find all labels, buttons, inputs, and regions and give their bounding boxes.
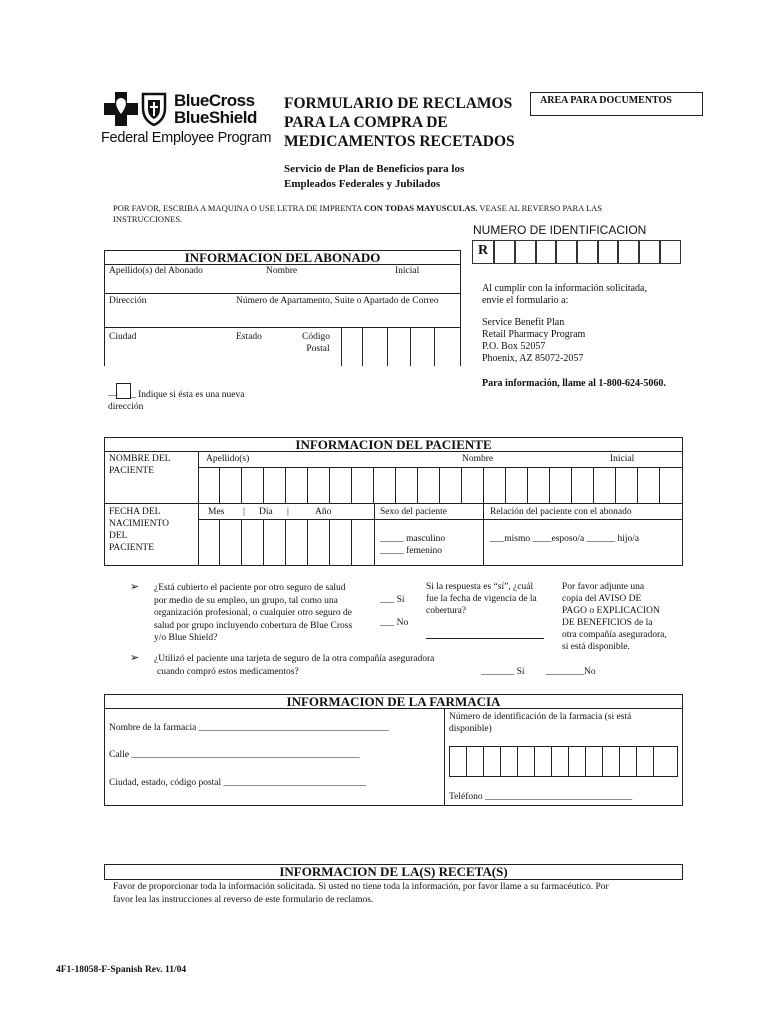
char-divider — [500, 747, 501, 776]
char-divider — [653, 747, 654, 776]
relation-label: Relación del paciente con el abonado — [490, 507, 632, 517]
document-area-label: AREA PARA DOCUMENTOS — [540, 95, 672, 106]
question-line: organización profesional, o cualquier otro seguro de — [154, 608, 352, 618]
sex-male-option[interactable]: _____ masculino — [380, 534, 446, 544]
question-line: y/o Blue Shield? — [154, 633, 218, 643]
pharmacy-name-field[interactable]: Nombre de la farmacia ________________________________________ — [109, 723, 389, 733]
patient-last-name-label: Apellido(s) — [206, 454, 250, 464]
id-digit-input[interactable] — [577, 240, 598, 264]
question-other-coverage — [154, 582, 352, 645]
dob-label-line: PACIENTE — [109, 543, 155, 553]
char-divider — [219, 519, 220, 566]
new-address-label: _ Indique si ésta es una nueva — [131, 390, 245, 400]
prescriptions-note — [113, 881, 609, 907]
pharmacy-street-field[interactable]: Calle ________________________________________________ — [109, 750, 360, 760]
char-divider — [285, 467, 286, 503]
question-line: ¿Utilizó el paciente una tarjeta de seguro de la otra compañía aseguradora — [154, 654, 435, 664]
subtitle — [284, 162, 464, 192]
char-divider — [263, 467, 264, 503]
zip-label-line: Código — [302, 332, 330, 342]
patient-name-label-line: PACIENTE — [109, 466, 155, 476]
brand-line3: Federal Employee Program — [101, 130, 272, 146]
char-divider — [593, 467, 594, 503]
char-divider — [307, 519, 308, 566]
zip-input[interactable] — [341, 327, 461, 366]
cross-icon — [104, 92, 138, 126]
subtitle-line: Empleados Federales y Jubilados — [284, 178, 441, 190]
char-divider — [527, 467, 528, 503]
subscriber-state-label[interactable]: Estado — [236, 332, 262, 342]
mail-to-intro: Al cumplir con la información solicitada, — [482, 283, 647, 294]
mail-to — [482, 283, 647, 365]
zip-divider — [341, 327, 342, 366]
zip-divider — [387, 327, 388, 366]
id-digit-input[interactable] — [556, 240, 577, 264]
question-line: salud por grupo incluyendo cobertura de Blue Cross — [154, 620, 353, 631]
id-prefix: R — [478, 243, 489, 258]
shield-icon — [141, 92, 167, 126]
id-digit-input[interactable] — [639, 240, 660, 264]
question-line: ¿Está cubierto el paciente por otro seguro de salud — [154, 583, 346, 593]
id-digit-input[interactable] — [515, 240, 536, 264]
dob-label-line: FECHA DEL — [109, 507, 161, 517]
char-divider — [615, 467, 616, 503]
char-divider — [466, 747, 467, 776]
new-address-label2: dirección — [108, 402, 144, 412]
divider — [198, 467, 683, 468]
char-divider — [483, 747, 484, 776]
subscriber-last-name-label[interactable]: Apellido(s) del Abonado — [109, 266, 203, 276]
pharmacy-phone-field[interactable]: Teléfono _______________________________ — [449, 792, 633, 802]
char-divider — [659, 467, 660, 503]
char-divider — [241, 467, 242, 503]
phone-note: Para información, llame al 1-800-624-5060. — [482, 378, 666, 389]
divider — [374, 503, 375, 566]
id-digit-input[interactable] — [660, 240, 681, 264]
char-divider — [636, 747, 637, 776]
sex-label: Sexo del paciente — [380, 507, 448, 517]
attach-line: si está disponible. — [562, 642, 630, 652]
char-divider — [439, 467, 440, 503]
pharmacy-id-input[interactable] — [449, 746, 678, 777]
coverage-date-question — [426, 581, 537, 617]
char-divider — [395, 467, 396, 503]
char-divider — [551, 747, 552, 776]
mail-address-line: Retail Pharmacy Program — [482, 329, 586, 340]
form-code: 4F1-18058-F-Spanish Rev. 11/04 — [56, 965, 187, 975]
dob-input[interactable] — [198, 519, 374, 566]
attach-line: Por favor adjunte una — [562, 582, 645, 592]
subtitle-line: Servicio de Plan de Beneficios para los — [284, 163, 465, 175]
attach-line: copia del AVISO DE — [562, 594, 642, 604]
id-label: NUMERO DE IDENTIFICACION — [473, 223, 647, 237]
char-divider — [568, 747, 569, 776]
char-divider — [307, 467, 308, 503]
divider — [104, 293, 461, 294]
dob-day-label: Día — [259, 507, 273, 517]
zip-divider — [362, 327, 363, 366]
question-line: fue la fecha de vigencia de la — [426, 594, 537, 604]
pharmacy-title: INFORMACION DE LA FARMACIA — [286, 694, 501, 709]
q2-no-option[interactable]: ________No — [546, 667, 596, 677]
patient-initial-label: Inicial — [610, 454, 635, 464]
char-divider — [329, 467, 330, 503]
attach-line: otra compañía aseguradora, — [562, 630, 667, 640]
dob-label-line: DEL — [109, 531, 128, 541]
new-address-checkbox[interactable] — [116, 383, 131, 399]
mail-address-line: Service Benefit Plan — [482, 317, 565, 328]
mail-address-line: Phoenix, AZ 85072-2057 — [482, 353, 584, 364]
dob-label — [109, 506, 169, 554]
char-divider — [461, 467, 462, 503]
brand-logo — [101, 91, 274, 148]
q1-no-option[interactable]: ___ No — [380, 618, 409, 628]
prescriptions-note-line: favor lea las instrucciones al reverso de este formulario de reclamos. — [113, 895, 374, 905]
char-divider — [417, 467, 418, 503]
subscriber-title: INFORMACION DEL ABONADO — [184, 250, 381, 265]
char-divider — [285, 519, 286, 566]
dob-sep: | — [243, 507, 245, 517]
char-divider — [219, 467, 220, 503]
divider — [444, 708, 445, 806]
id-digit-input[interactable] — [494, 240, 515, 264]
divider — [104, 451, 683, 452]
dob-label-line: NACIMIENTO — [109, 519, 169, 529]
q1-yes-option[interactable]: ___ Sí — [380, 595, 405, 605]
char-divider — [517, 747, 518, 776]
char-divider — [483, 467, 484, 503]
id-digit-input[interactable] — [618, 240, 639, 264]
char-divider — [585, 747, 586, 776]
mail-address-line: P.O. Box 52057 — [482, 341, 546, 352]
bullet-icon: ➢ — [130, 652, 140, 664]
char-divider — [373, 467, 374, 503]
patient-name-label — [109, 453, 171, 477]
zip-divider — [410, 327, 411, 366]
char-divider — [505, 467, 506, 503]
instructions-emphasis: CON TODAS MAYUSCULAS. — [363, 203, 478, 213]
dob-year-label: Año — [315, 507, 332, 517]
divider — [483, 503, 484, 566]
coverage-date-input[interactable] — [426, 638, 544, 639]
prescriptions-title: INFORMACION DE LA(S) RECETA(S) — [279, 864, 508, 879]
divider — [104, 708, 683, 709]
char-divider — [351, 467, 352, 503]
dob-sep: | — [287, 507, 289, 517]
mail-to-intro: envíe el formulario a: — [482, 295, 569, 306]
char-divider — [329, 519, 330, 566]
question-insurance-card — [154, 653, 434, 678]
form-title-line: FORMULARIO DE RECLAMOS — [284, 95, 513, 112]
instructions-line2: INSTRUCCIONES. — [113, 214, 183, 224]
id-prefix-cell — [472, 240, 494, 264]
divider — [374, 519, 683, 520]
form-title-line: PARA LA COMPRA DE — [284, 114, 448, 131]
id-box-row — [472, 240, 682, 264]
relation-options[interactable]: ___mismo ____esposo/a ______ hijo/a — [490, 534, 640, 544]
attach-line: PAGO o EXPLICACION — [562, 606, 660, 616]
patient-first-name-label: Nombre — [462, 454, 494, 464]
question-line: por medio de su empleo, un grupo, tal como una — [154, 595, 338, 606]
form-title-line: MEDICAMENTOS RECETADOS — [284, 133, 515, 150]
char-divider — [351, 519, 352, 566]
brand-line1: BlueCross — [174, 91, 255, 110]
prescriptions-note-line: Favor de proporcionar toda la información solicitada. Si usted no tiene toda la información, por favor llame a su farmacéutico. Por — [113, 882, 609, 892]
subscriber-first-name-label[interactable]: Nombre — [266, 266, 298, 276]
subscriber-city-label[interactable]: Ciudad — [109, 332, 137, 342]
bullet-icon: ➢ — [130, 581, 140, 593]
zip-label-line: Postal — [306, 344, 330, 354]
subscriber-zip-label[interactable] — [302, 331, 330, 355]
patient-name-label-line: NOMBRE DEL — [109, 454, 171, 464]
dob-month-label: Mes — [208, 507, 225, 517]
char-divider — [263, 519, 264, 566]
instructions — [113, 203, 602, 225]
question-line: cobertura? — [426, 606, 467, 616]
char-divider — [534, 747, 535, 776]
id-digit-input[interactable] — [598, 240, 618, 264]
attach-line: DE BENEFICIOS de la — [562, 618, 653, 628]
new-address-prefix: __ — [108, 388, 118, 398]
instructions-text2: VEASE AL REVERSO PARA LAS — [477, 203, 603, 213]
patient-name-input[interactable] — [198, 467, 683, 503]
question-line: cuando compró estos medicamentos? — [157, 666, 299, 677]
instructions-text: POR FAVOR, ESCRIBA A MAQUINA O USE LETRA DE IMPRENTA — [113, 203, 364, 213]
char-divider — [602, 747, 603, 776]
form-title — [284, 94, 515, 151]
divider — [198, 519, 374, 520]
question-line: Si la respuesta es “sí”, ¿cuál — [426, 582, 534, 592]
char-divider — [241, 519, 242, 566]
char-divider — [619, 747, 620, 776]
patient-title: INFORMACION DEL PACIENTE — [295, 437, 492, 452]
zip-divider — [434, 327, 435, 366]
pharmacy-id-label — [449, 711, 631, 735]
subscriber-address-label[interactable]: Dirección — [109, 296, 147, 306]
pharmacy-id-label-line: disponible) — [449, 724, 492, 734]
q2-yes-option[interactable]: _______ Sí — [481, 667, 525, 677]
char-divider — [637, 467, 638, 503]
id-digit-input[interactable] — [536, 240, 556, 264]
pharmacy-id-label-line: Número de identificación de la farmacia (si está — [449, 712, 632, 722]
sex-female-option[interactable]: _____ femenino — [380, 546, 443, 556]
subscriber-apt-label[interactable]: Número de Apartamento, Suite o Apartado de Correo — [236, 296, 439, 306]
brand-line2: BlueShield — [174, 108, 257, 127]
char-divider — [549, 467, 550, 503]
char-divider — [571, 467, 572, 503]
pharmacy-city-field[interactable]: Ciudad, estado, código postal ______________________________ — [109, 778, 367, 788]
subscriber-initial-label[interactable]: Inicial — [395, 266, 420, 276]
attach-note — [562, 581, 667, 653]
divider — [104, 503, 683, 504]
